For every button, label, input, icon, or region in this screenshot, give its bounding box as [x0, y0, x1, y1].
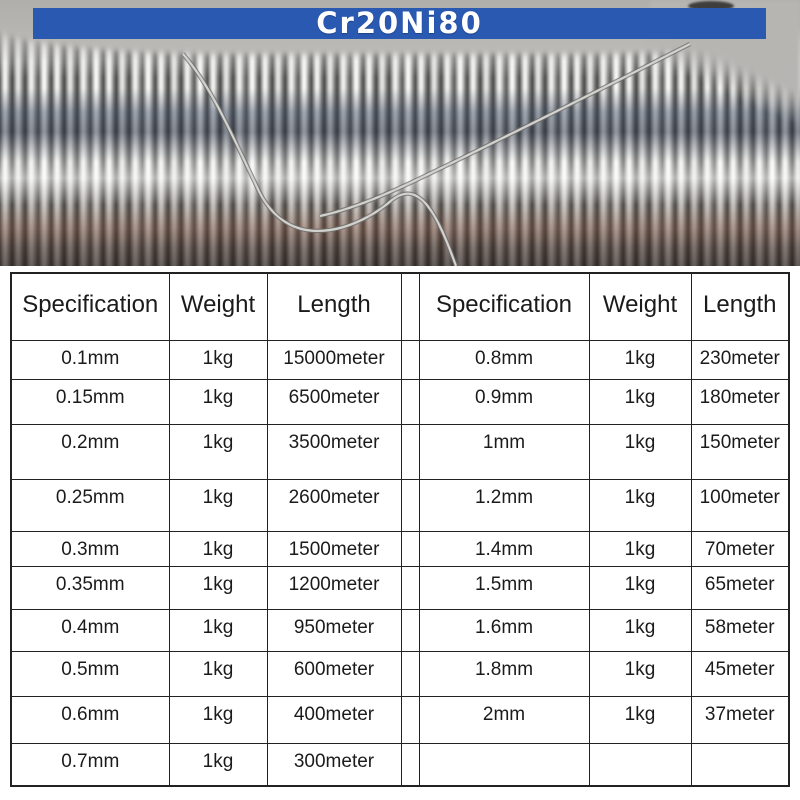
table-cell: 1kg	[589, 609, 691, 651]
specification-table	[10, 272, 790, 787]
product-title: Cr20Ni80	[316, 6, 483, 40]
table-cell: 1kg	[169, 696, 267, 743]
table-cell: 1kg	[589, 340, 691, 379]
table-row	[11, 743, 789, 786]
table-cell: 1kg	[589, 566, 691, 609]
table-cell: 950meter	[267, 609, 401, 651]
table-cell: 0.15mm	[11, 379, 169, 424]
table-row	[11, 424, 789, 479]
table-cell: 65meter	[691, 566, 789, 609]
wire-coil-photo	[0, 0, 800, 266]
table-row	[11, 609, 789, 651]
table-cell: 1kg	[169, 340, 267, 379]
table-cell	[401, 531, 419, 566]
table-cell: 3500meter	[267, 424, 401, 479]
column-header: Specification	[11, 273, 169, 340]
table-cell: 2600meter	[267, 479, 401, 531]
table-cell: 1.4mm	[419, 531, 589, 566]
table-cell: 0.35mm	[11, 566, 169, 609]
table-cell: 1.8mm	[419, 651, 589, 696]
table-cell: 1kg	[169, 379, 267, 424]
table-cell: 150meter	[691, 424, 789, 479]
table-cell: 1200meter	[267, 566, 401, 609]
table-cell: 1.6mm	[419, 609, 589, 651]
table-cell	[401, 340, 419, 379]
table-cell	[401, 424, 419, 479]
table-cell	[401, 479, 419, 531]
table-cell: 1kg	[169, 531, 267, 566]
table-cell: 0.5mm	[11, 651, 169, 696]
table-cell	[401, 651, 419, 696]
column-header	[401, 273, 419, 340]
table-cell: 45meter	[691, 651, 789, 696]
table-cell: 37meter	[691, 696, 789, 743]
table-cell: 1kg	[169, 651, 267, 696]
table-cell: 1kg	[589, 531, 691, 566]
product-title-banner	[33, 8, 766, 39]
table-cell: 0.8mm	[419, 340, 589, 379]
table-cell: 1kg	[589, 651, 691, 696]
table-cell: 180meter	[691, 379, 789, 424]
table-cell: 0.9mm	[419, 379, 589, 424]
table-row	[11, 566, 789, 609]
table-row	[11, 696, 789, 743]
table-cell	[419, 743, 589, 786]
table-cell: 0.3mm	[11, 531, 169, 566]
table-cell: 0.6mm	[11, 696, 169, 743]
table-cell: 1kg	[589, 479, 691, 531]
table-cell: 0.7mm	[11, 743, 169, 786]
table-cell: 400meter	[267, 696, 401, 743]
table-row	[11, 531, 789, 566]
table-row	[11, 379, 789, 424]
table-cell: 1.2mm	[419, 479, 589, 531]
table-cell	[401, 379, 419, 424]
table-row	[11, 651, 789, 696]
table-row	[11, 479, 789, 531]
table-cell: 230meter	[691, 340, 789, 379]
table-cell: 1kg	[169, 479, 267, 531]
table-cell: 1kg	[169, 743, 267, 786]
table-cell: 0.1mm	[11, 340, 169, 379]
table-cell: 1kg	[169, 424, 267, 479]
table-row	[11, 340, 789, 379]
table-cell: 70meter	[691, 531, 789, 566]
column-header: Length	[267, 273, 401, 340]
table-cell	[589, 743, 691, 786]
table-cell: 15000meter	[267, 340, 401, 379]
table-cell: 1kg	[589, 379, 691, 424]
table-cell: 100meter	[691, 479, 789, 531]
table-cell: 1500meter	[267, 531, 401, 566]
table-cell	[401, 609, 419, 651]
table-cell: 1kg	[589, 424, 691, 479]
table-cell: 600meter	[267, 651, 401, 696]
column-header: Weight	[589, 273, 691, 340]
table-cell: 1kg	[169, 609, 267, 651]
table-cell: 58meter	[691, 609, 789, 651]
table-cell: 300meter	[267, 743, 401, 786]
table-header-row	[11, 273, 789, 340]
table-cell: 6500meter	[267, 379, 401, 424]
table-cell: 1kg	[589, 696, 691, 743]
table-cell: 1mm	[419, 424, 589, 479]
table-cell: 0.2mm	[11, 424, 169, 479]
table-cell: 0.4mm	[11, 609, 169, 651]
table-cell	[401, 696, 419, 743]
table-cell: 1.5mm	[419, 566, 589, 609]
column-header: Specification	[419, 273, 589, 340]
table-cell	[691, 743, 789, 786]
table-cell: 2mm	[419, 696, 589, 743]
table-cell	[401, 566, 419, 609]
column-header: Weight	[169, 273, 267, 340]
column-header: Length	[691, 273, 789, 340]
table-cell	[401, 743, 419, 786]
table-cell: 0.25mm	[11, 479, 169, 531]
table-cell: 1kg	[169, 566, 267, 609]
